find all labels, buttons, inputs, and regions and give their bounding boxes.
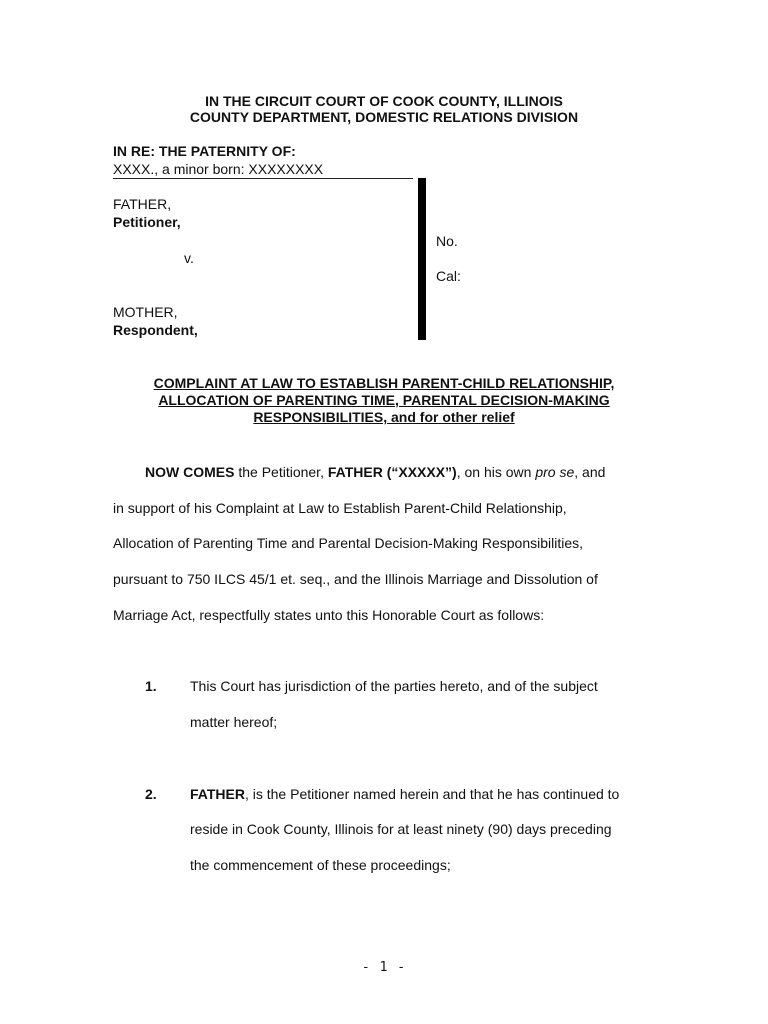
respondent-label: Respondent, [113, 322, 198, 338]
complaint-title-line-3: RESPONSIBILITIES, and for other relief [253, 409, 515, 425]
paragraph-1-line-2: matter hereof; [190, 714, 278, 730]
minor-name: XXXX., a minor born: XXXXXXXX [113, 161, 324, 177]
court-heading-line-1: IN THE CIRCUIT COURT OF COOK COUNTY, ILLINOIS [205, 93, 563, 109]
paragraph-number: 2. [145, 786, 157, 802]
court-heading-line-2: COUNTY DEPARTMENT, DOMESTIC RELATIONS DIVISION [189, 109, 579, 125]
intro-line-3: Allocation of Parenting Time and Parental Decision-Making Responsibilities, [113, 535, 584, 551]
paragraph-1-line-1: This Court has jurisdiction of the parties hereto, and of the subject [190, 678, 598, 694]
caption-underline [113, 178, 413, 179]
calendar-label: Cal: [436, 268, 461, 284]
petitioner-label: Petitioner, [113, 214, 181, 230]
father-label: FATHER, [113, 196, 172, 212]
paragraph-2-line-1 [190, 786, 619, 803]
complaint-title-line-2: ALLOCATION OF PARENTING TIME, PARENTAL DECISION-MAKING [158, 392, 610, 408]
intro-petitioner-text: the Petitioner, [234, 464, 328, 480]
intro-line-1 [145, 464, 605, 481]
paragraph-2-line-3: the commencement of these proceedings; [190, 857, 451, 873]
page-number: - 1 - [361, 960, 407, 975]
paragraph-2-line-1-rest: , is the Petitioner named herein and that he has continued to [244, 786, 620, 802]
mother-label: MOTHER, [113, 304, 178, 320]
complaint-title-line-1: COMPLAINT AT LAW TO ESTABLISH PARENT-CHILD RELATIONSHIP, [153, 375, 615, 391]
paragraph-2-line-2: reside in Cook County, Illinois for at least ninety (90) days preceding [190, 821, 612, 837]
father-name-text: FATHER (“XXXXX”) [327, 464, 457, 480]
intro-line-5: Marriage Act, respectfully states unto this Honorable Court as follows: [113, 607, 545, 623]
versus-label: v. [184, 250, 194, 266]
in-re-heading: IN RE: THE PATERNITY OF: [113, 143, 296, 159]
now-comes-text: NOW COMES [145, 464, 235, 480]
paragraph-number: 1. [145, 678, 157, 694]
father-lead-text: FATHER [190, 786, 245, 802]
pro-se-text: pro se [535, 464, 575, 480]
intro-own-text: , on his own [456, 464, 536, 480]
intro-line-4: pursuant to 750 ILCS 45/1 et. seq., and the Illinois Marriage and Dissolution of [113, 571, 598, 587]
caption-vertical-bar [418, 178, 426, 340]
intro-and-text: , and [574, 464, 606, 480]
case-number-label: No. [436, 233, 458, 249]
intro-line-2: in support of his Complaint at Law to Establish Parent-Child Relationship, [113, 500, 567, 516]
